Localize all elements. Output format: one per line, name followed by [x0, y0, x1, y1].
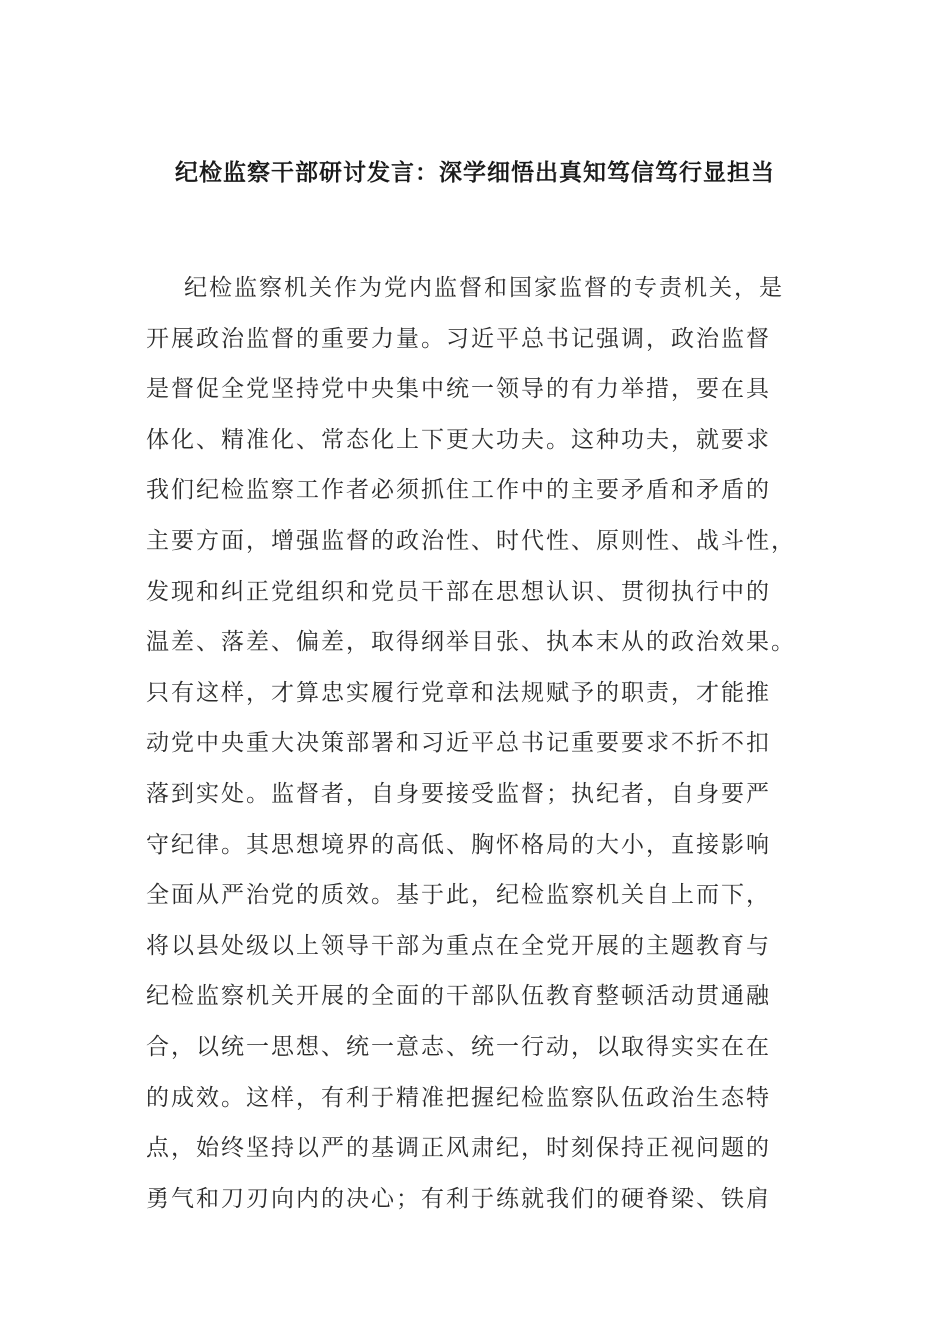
paragraph-line: 纪检监察机关开展的全面的干部队伍教育整顿活动贯通融 [146, 983, 771, 1010]
document-title: 纪检监察干部研讨发言：深学细悟出真知笃信笃行显担当 [175, 159, 775, 186]
paragraph-line: 全面从严治党的质效。基于此，纪检监察机关自上而下， [146, 882, 771, 909]
paragraph-line: 动党中央重大决策部署和习近平总书记重要要求不折不扣 [146, 730, 771, 757]
paragraph-line: 点，始终坚持以严的基调正风肃纪，时刻保持正视问题的 [146, 1135, 771, 1162]
paragraph-line: 纪检监察机关作为党内监督和国家监督的专责机关，是 [184, 275, 784, 301]
paragraph-line: 我们纪检监察工作者必须抓住工作中的主要矛盾和矛盾的 [146, 477, 771, 504]
paragraph-line: 主要方面，增强监督的政治性、时代性、原则性、战斗性， [146, 527, 796, 554]
paragraph-line: 开展政治监督的重要力量。习近平总书记强调，政治监督 [146, 325, 771, 352]
paragraph-line: 将以县处级以上领导干部为重点在全党开展的主题教育与 [146, 932, 771, 959]
paragraph-line: 发现和纠正党组织和党员干部在思想认识、贯彻执行中的 [146, 578, 771, 605]
paragraph-line: 守纪律。其思想境界的高低、胸怀格局的大小，直接影响 [146, 831, 771, 858]
paragraph-line: 落到实处。监督者，自身要接受监督；执纪者，自身要严 [146, 780, 771, 807]
paragraph-line: 的成效。这样，有利于精准把握纪检监察队伍政治生态特 [146, 1084, 771, 1111]
paragraph-line: 体化、精准化、常态化上下更大功夫。这种功夫，就要求 [146, 426, 771, 453]
paragraph-line: 合，以统一思想、统一意志、统一行动，以取得实实在在 [146, 1033, 771, 1060]
paragraph-line: 勇气和刀刃向内的决心；有利于练就我们的硬脊梁、铁肩 [146, 1185, 771, 1212]
body-paragraph [146, 266, 806, 1227]
paragraph-line: 只有这样，才算忠实履行党章和法规赋予的职责，才能推 [146, 679, 771, 706]
paragraph-line: 是督促全党坚持党中央集中统一领导的有力举措，要在具 [146, 376, 771, 403]
paragraph-line: 温差、落差、偏差，取得纲举目张、执本末从的政治效果。 [146, 629, 796, 656]
